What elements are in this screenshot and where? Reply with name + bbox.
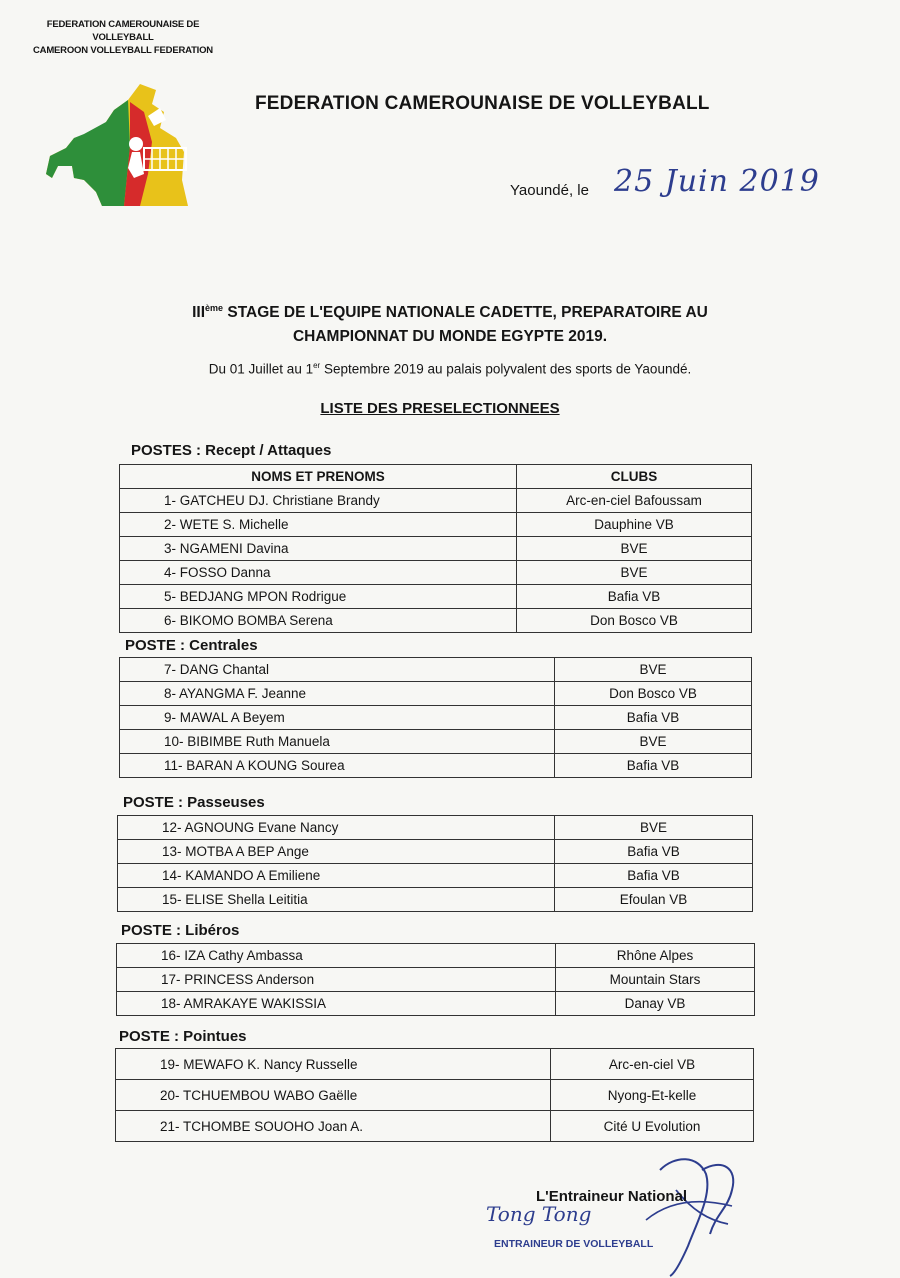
- player-name: 21- TCHOMBE SOUOHO Joan A.: [116, 1111, 551, 1142]
- player-club: Rhône Alpes: [556, 944, 755, 968]
- player-club: Danay VB: [556, 992, 755, 1016]
- roster-table-passeuses: [117, 815, 753, 912]
- table-header-row: [120, 465, 752, 489]
- player-name: 17- PRINCESS Anderson: [117, 968, 556, 992]
- header-names: NOMS ET PRENOMS: [120, 465, 517, 489]
- player-club: Bafia VB: [517, 585, 752, 609]
- player-club: Cité U Evolution: [551, 1111, 754, 1142]
- ordinal: III: [192, 304, 206, 322]
- list-title: LISTE DES PRESELECTIONNEES: [320, 400, 560, 417]
- org-line-2: VOLLEYBALL: [92, 32, 154, 43]
- player-name: 15- ELISE Shella Leititia: [118, 888, 555, 912]
- player-name: 3- NGAMENI Davina: [120, 537, 517, 561]
- table-row: [120, 682, 752, 706]
- period-b: Septembre 2019 au palais polyvalent des sports de Yaoundé.: [320, 361, 692, 377]
- table-row: [117, 968, 755, 992]
- player-club: Bafia VB: [555, 754, 752, 778]
- player-club: Bafia VB: [555, 706, 752, 730]
- player-club: Arc-en-ciel Bafoussam: [517, 489, 752, 513]
- table-row: [120, 585, 752, 609]
- date-prefix: Yaoundé, le: [510, 182, 589, 199]
- table-row: [120, 489, 752, 513]
- player-club: BVE: [517, 561, 752, 585]
- player-name: 6- BIKOMO BOMBA Serena: [120, 609, 517, 633]
- table-row: [116, 1080, 754, 1111]
- player-name: 5- BEDJANG MPON Rodrigue: [120, 585, 517, 609]
- table-row: [120, 706, 752, 730]
- signature-title: L'Entraineur National: [536, 1188, 688, 1205]
- period-a: Du 01 Juillet au 1: [208, 361, 314, 377]
- player-club: BVE: [555, 730, 752, 754]
- roster-table-recept-attaques: [119, 464, 752, 633]
- stage-title-rest: STAGE DE L'EQUIPE NATIONALE CADETTE, PREPARATOIRE AU: [223, 304, 708, 322]
- roster-table-centrales: [119, 657, 752, 778]
- period-line: [110, 361, 790, 377]
- player-name: 7- DANG Chantal: [120, 658, 555, 682]
- stage-title-line-2: CHAMPIONNAT DU MONDE EGYPTE 2019.: [292, 328, 608, 346]
- player-club: BVE: [517, 537, 752, 561]
- section-label-passeuses: POSTE : Passeuses: [123, 794, 265, 811]
- player-club: Dauphine VB: [517, 513, 752, 537]
- table-row: [120, 754, 752, 778]
- player-name: 12- AGNOUNG Evane Nancy: [118, 816, 555, 840]
- player-club: Don Bosco VB: [517, 609, 752, 633]
- table-row: [118, 816, 753, 840]
- player-club: BVE: [555, 658, 752, 682]
- table-row: [117, 944, 755, 968]
- stage-title-line-1: [120, 296, 780, 325]
- table-row: [120, 730, 752, 754]
- player-club: Don Bosco VB: [555, 682, 752, 706]
- section-label-recept-attaques: POSTES : Recept / Attaques: [131, 442, 332, 459]
- table-row: [120, 513, 752, 537]
- player-name: 16- IZA Cathy Ambassa: [117, 944, 556, 968]
- roster-table-pointues: [115, 1048, 754, 1142]
- org-line-3: CAMEROON VOLLEYBALL FEDERATION: [33, 45, 213, 56]
- player-name: 20- TCHUEMBOU WABO Gaëlle: [116, 1080, 551, 1111]
- table-row: [120, 561, 752, 585]
- player-name: 9- MAWAL A Beyem: [120, 706, 555, 730]
- player-name: 8- AYANGMA F. Jeanne: [120, 682, 555, 706]
- table-row: [120, 609, 752, 633]
- player-name: 14- KAMANDO A Emiliene: [118, 864, 555, 888]
- section-label-centrales: POSTE : Centrales: [125, 637, 258, 654]
- player-name: 10- BIBIMBE Ruth Manuela: [120, 730, 555, 754]
- ordinal-sup: ème: [205, 303, 224, 313]
- org-header: [8, 18, 238, 57]
- table-row: [120, 537, 752, 561]
- player-club: Bafia VB: [555, 840, 753, 864]
- table-row: [120, 658, 752, 682]
- roster-table-liberos: [116, 943, 755, 1016]
- player-club: BVE: [555, 816, 753, 840]
- section-label-liberos: POSTE : Libéros: [121, 922, 240, 939]
- signature-block: [470, 1150, 770, 1278]
- table-row: [118, 864, 753, 888]
- table-row: [116, 1111, 754, 1142]
- player-name: 11- BARAN A KOUNG Sourea: [120, 754, 555, 778]
- header-clubs: CLUBS: [517, 465, 752, 489]
- stage-title: [120, 296, 780, 349]
- handwritten-name: Tong Tong: [486, 1202, 592, 1226]
- player-club: Bafia VB: [555, 864, 753, 888]
- table-row: [118, 840, 753, 864]
- player-name: 13- MOTBA A BEP Ange: [118, 840, 555, 864]
- table-row: [118, 888, 753, 912]
- player-name: 1- GATCHEU DJ. Christiane Brandy: [120, 489, 517, 513]
- section-label-pointues: POSTE : Pointues: [119, 1028, 247, 1045]
- player-name: 2- WETE S. Michelle: [120, 513, 517, 537]
- player-club: Nyong-Et-kelle: [551, 1080, 754, 1111]
- table-row: [116, 1049, 754, 1080]
- player-name: 4- FOSSO Danna: [120, 561, 517, 585]
- player-name: 18- AMRAKAYE WAKISSIA: [117, 992, 556, 1016]
- stamp-text: ENTRAINEUR DE VOLLEYBALL: [494, 1238, 654, 1250]
- player-club: Efoulan VB: [555, 888, 753, 912]
- player-club: Mountain Stars: [556, 968, 755, 992]
- player-name: 19- MEWAFO K. Nancy Russelle: [116, 1049, 551, 1080]
- org-line-1: FEDERATION CAMEROUNAISE DE: [46, 19, 200, 30]
- federation-title: FEDERATION CAMEROUNAISE DE VOLLEYBALL: [255, 93, 710, 114]
- player-club: Arc-en-ciel VB: [551, 1049, 754, 1080]
- handwritten-date: 25 Juin 2019: [614, 164, 820, 199]
- period-sup: er: [313, 361, 321, 370]
- federation-logo: [44, 82, 194, 212]
- table-row: [117, 992, 755, 1016]
